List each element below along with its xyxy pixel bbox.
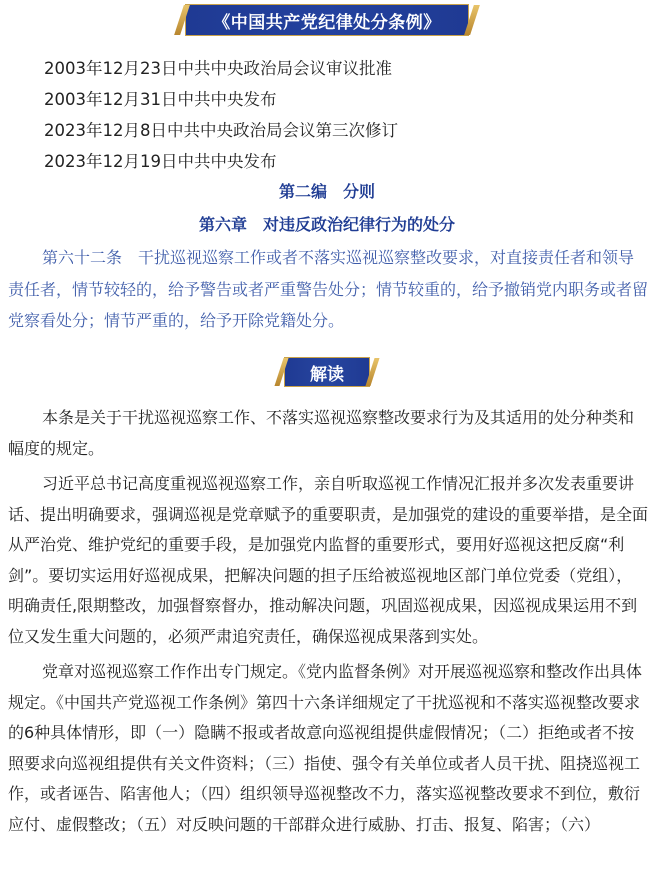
date-line: 2003年12月23日中共中央政治局会议审议批准 (44, 59, 392, 78)
interpretation-badge (284, 357, 370, 387)
interpretation-label: 解读 (310, 364, 344, 385)
part-heading: 第二编 分则 (278, 182, 375, 201)
regulation-title: 《中国共产党纪律处分条例》 (213, 12, 441, 33)
badge-right-ornament (365, 358, 379, 386)
banner-left-ornament (174, 5, 190, 35)
interpretation-paragraph: 本条是关于干扰巡视巡察工作、不落实巡视巡察整改要求行为及其适用的处分种类和幅度的规定。 (8, 408, 635, 458)
interpretation-paragraph: 习近平总书记高度重视巡视巡察工作，亲自听取巡视工作情况汇报并多次发表重要讲话、提出明确要求，强调巡视是党章赋予的重要职责，是加强党的建设的重要举措，是全面从严治党、维护党纪的重要手段，是加强党内监督的重要形式，要用好巡视这把反腐“利剑”。要切实运用好巡视成果，把解决问题的担子压给被巡视地区部门单位党委（党组），明确责任,限期整改，加强督察督办，推动解决问题，巩固巡视成果，因巡视成果运用不到位又发生重大问题的，必须严肃追究责任，确保巡视成果落到实处。 (8, 474, 649, 646)
date-line: 2023年12月19日中共中央发布 (44, 152, 277, 171)
article-text: 第六十二条 干扰巡视巡察工作或者不落实巡视巡察整改要求，对直接责任者和领导责任者，情节较轻的，给予警告或者严重警告处分；情节较重的，给予撤销党内职务或者留党察看处分；情节严重的，给予开除党籍处分。 (8, 248, 649, 330)
date-line: 2023年12月8日中共中央政治局会议第三次修订 (44, 121, 398, 140)
date-line: 2003年12月31日中共中央发布 (44, 90, 277, 109)
chapter-heading: 第六章 对违反政治纪律行为的处分 (198, 215, 455, 234)
banner-right-ornament (464, 5, 480, 35)
badge-left-ornament (274, 358, 288, 386)
interpretation-body (8, 403, 648, 845)
interpretation-paragraph: 党章对巡视巡察工作作出专门规定。《党内监督条例》对开展巡视巡察和整改作出具体规定。《中国共产党巡视工作条例》第四十六条详细规定了干扰巡视和不落实巡视整改要求的6种具体情形，即（一）隐瞒不报或者故意向巡视组提供虚假情况；（二）拒绝或者不按照要求向巡视组提供有关文件资料；（三）指使、强令有关单位或者人员干扰、阻挠巡视工作，或者诬告、陷害他人；（四）组织领导巡视整改不力，落实巡视整改要求不到位，敷衍应付、虚假整改；（五）对反映问题的干部群众进行威胁、打击、报复、陷害；（六） (8, 662, 643, 834)
adoption-dates (44, 53, 398, 177)
regulation-title-banner (185, 4, 469, 36)
